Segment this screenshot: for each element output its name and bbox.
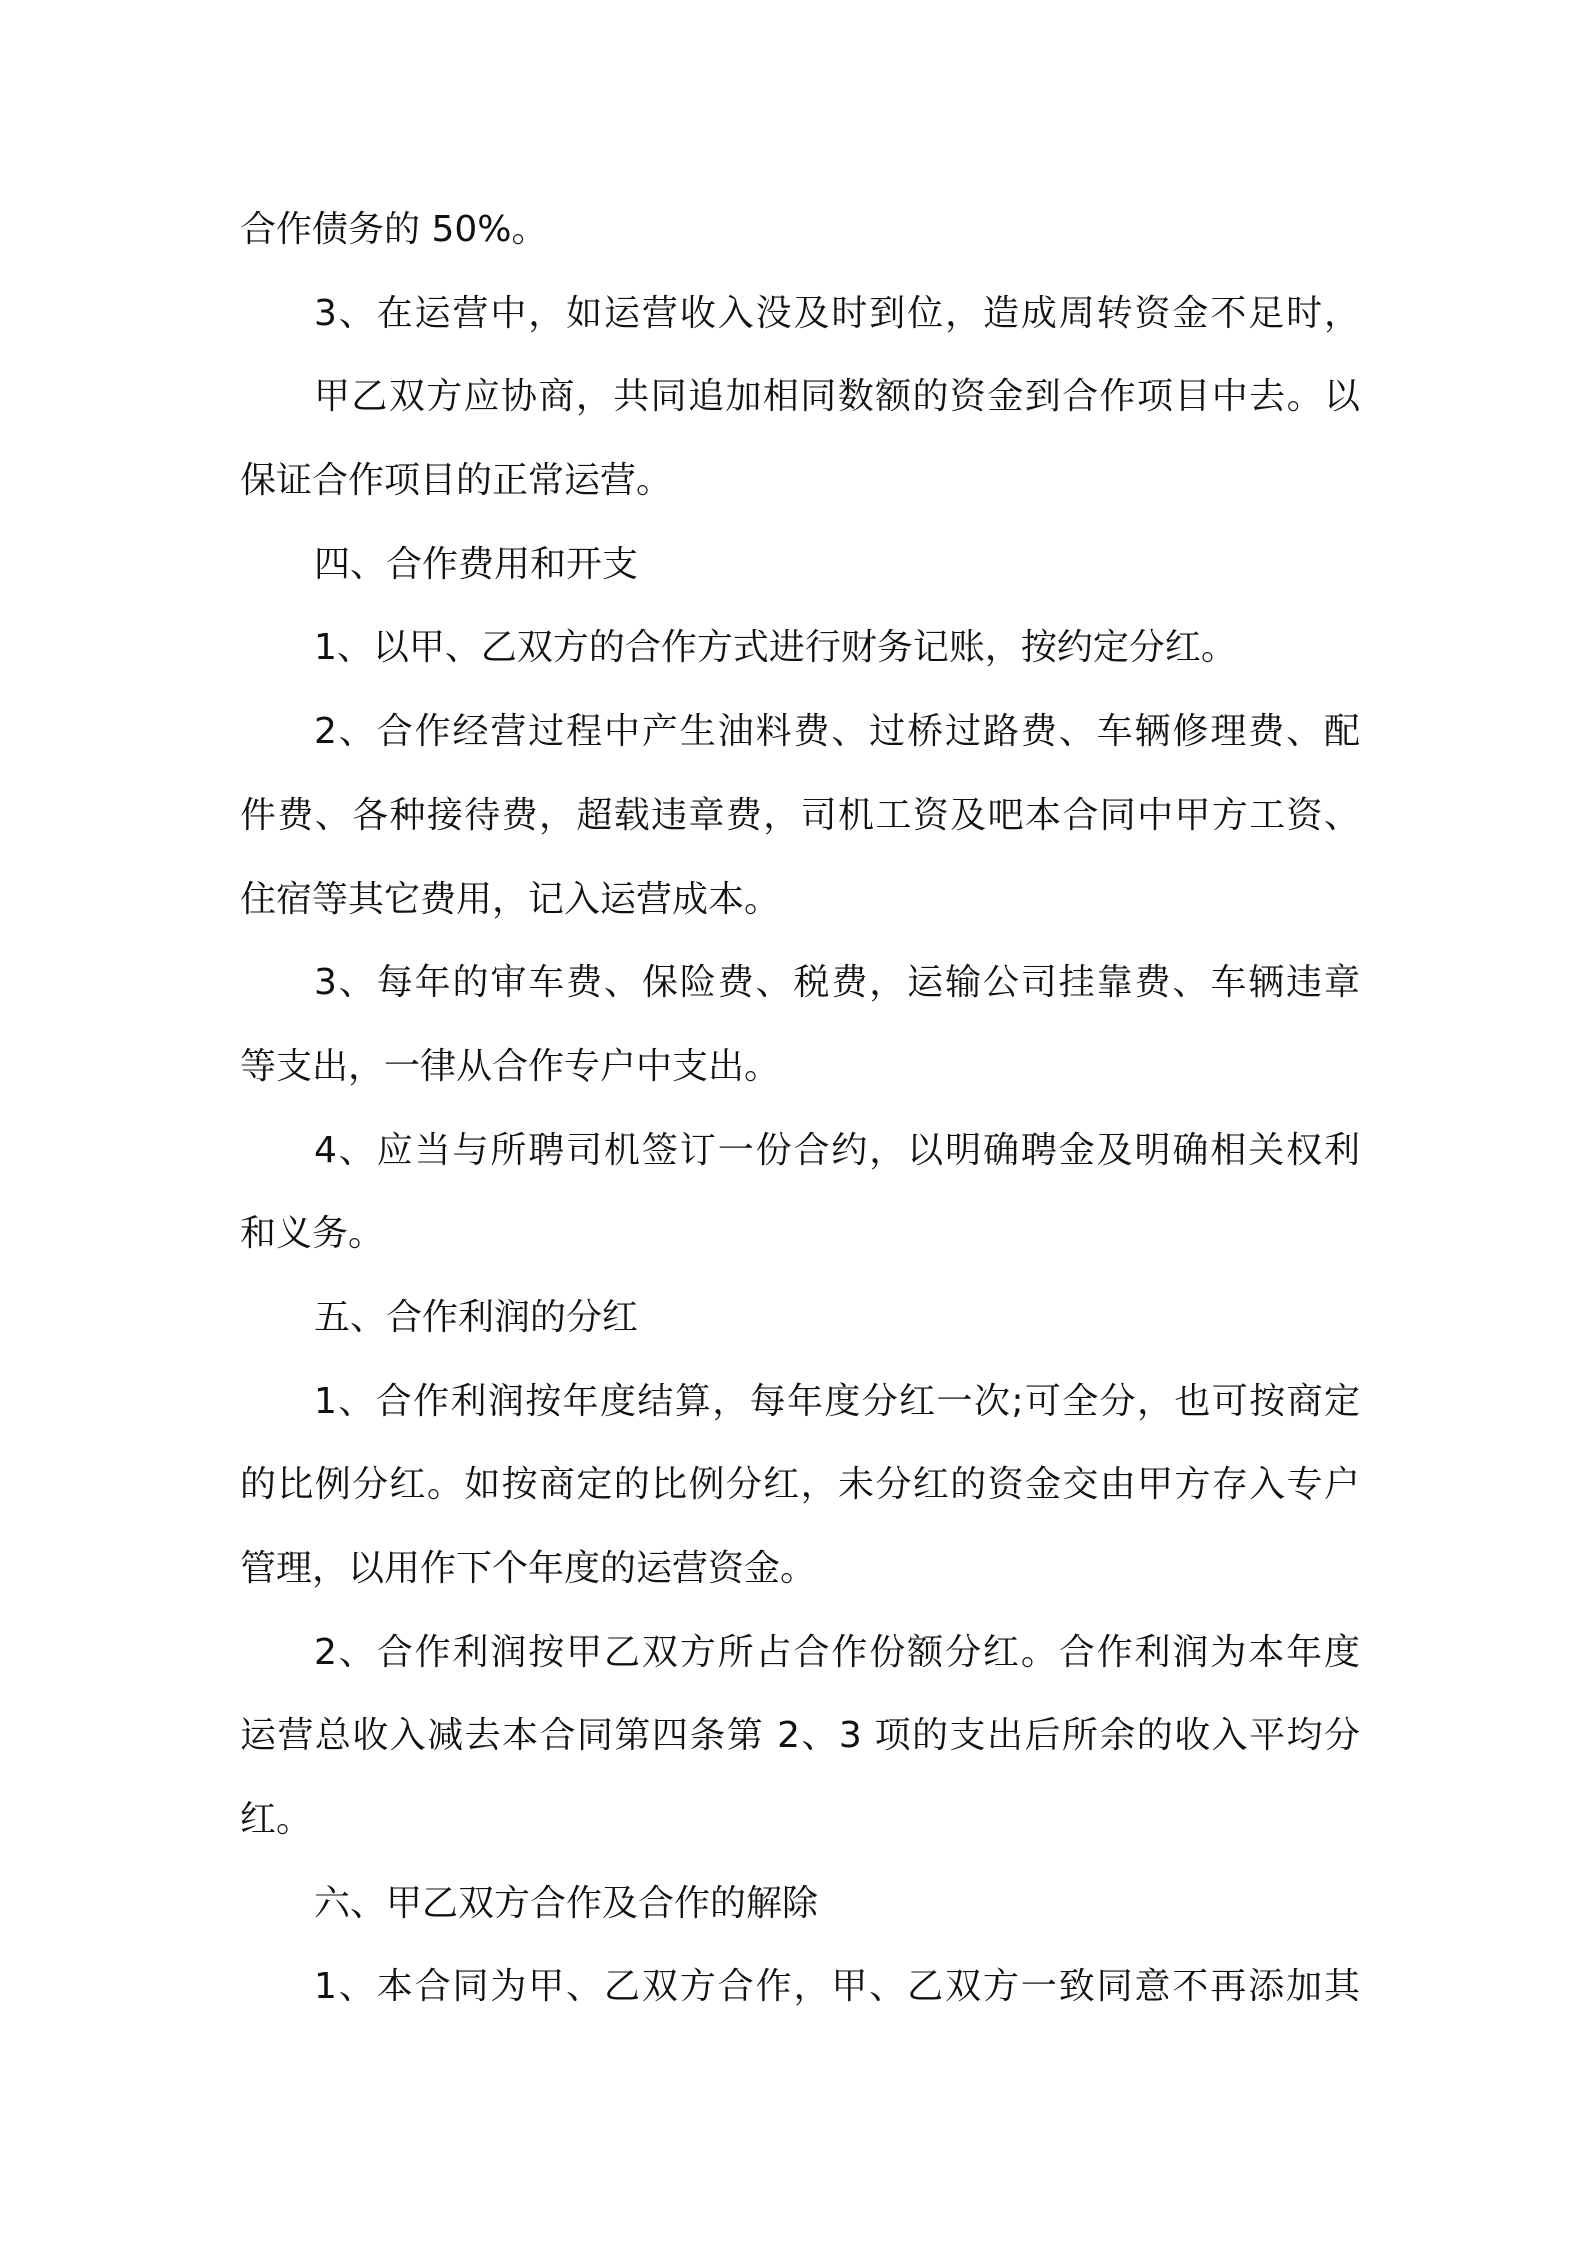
text-line: 运营总收入减去本合同第四条第 2、3 项的支出后所余的收入平均分	[240, 1715, 1360, 1757]
text-line: 3、每年的审车费、保险费、税费，运输公司挂靠费、车辆违章	[314, 962, 1360, 1004]
text-line: 和义务。	[240, 1213, 385, 1255]
text-line: 保证合作项目的正常运营。	[240, 460, 673, 502]
text-line: 1、本合同为甲、乙双方合作，甲、乙双方一致同意不再添加其	[314, 1966, 1360, 2008]
text-line: 甲乙双方应协商，共同追加相同数额的资金到合作项目中去。以	[314, 376, 1360, 418]
text-line: 红。	[240, 1799, 313, 1841]
text-line: 住宿等其它费用，记入运营成本。	[240, 878, 781, 920]
text-line: 4、应当与所聘司机签订一份合约，以明确聘金及明确相关权利	[314, 1129, 1360, 1171]
text-line: 合作债务的 50%。	[240, 209, 548, 250]
text-line: 六、甲乙双方合作及合作的解除	[314, 1882, 819, 1924]
document-body	[240, 198, 1360, 2039]
text-line: 等支出，一律从合作专户中支出。	[240, 1045, 781, 1087]
text-line: 1、合作利润按年度结算，每年度分红一次;可全分，也可按商定	[314, 1380, 1360, 1422]
text-line: 2、合作经营过程中产生油料费、过桥过路费、车辆修理费、配	[314, 711, 1360, 753]
text-line: 的比例分红。如按商定的比例分红，未分红的资金交由甲方存入专户	[240, 1464, 1360, 1506]
text-line: 五、合作利润的分红	[314, 1296, 639, 1338]
text-line: 2、合作利润按甲乙双方所占合作份额分红。合作利润为本年度	[314, 1631, 1360, 1673]
text-line: 件费、各种接待费，超载违章费，司机工资及吧本合同中甲方工资、	[240, 794, 1360, 836]
text-line: 3、在运营中，如运营收入没及时到位，造成周转资金不足时，	[314, 292, 1360, 334]
text-line: 四、合作费用和开支	[314, 543, 639, 585]
text-line: 1、以甲、乙双方的合作方式进行财务记账，按约定分红。	[314, 627, 1237, 669]
text-line: 管理，以用作下个年度的运营资金。	[240, 1548, 817, 1589]
